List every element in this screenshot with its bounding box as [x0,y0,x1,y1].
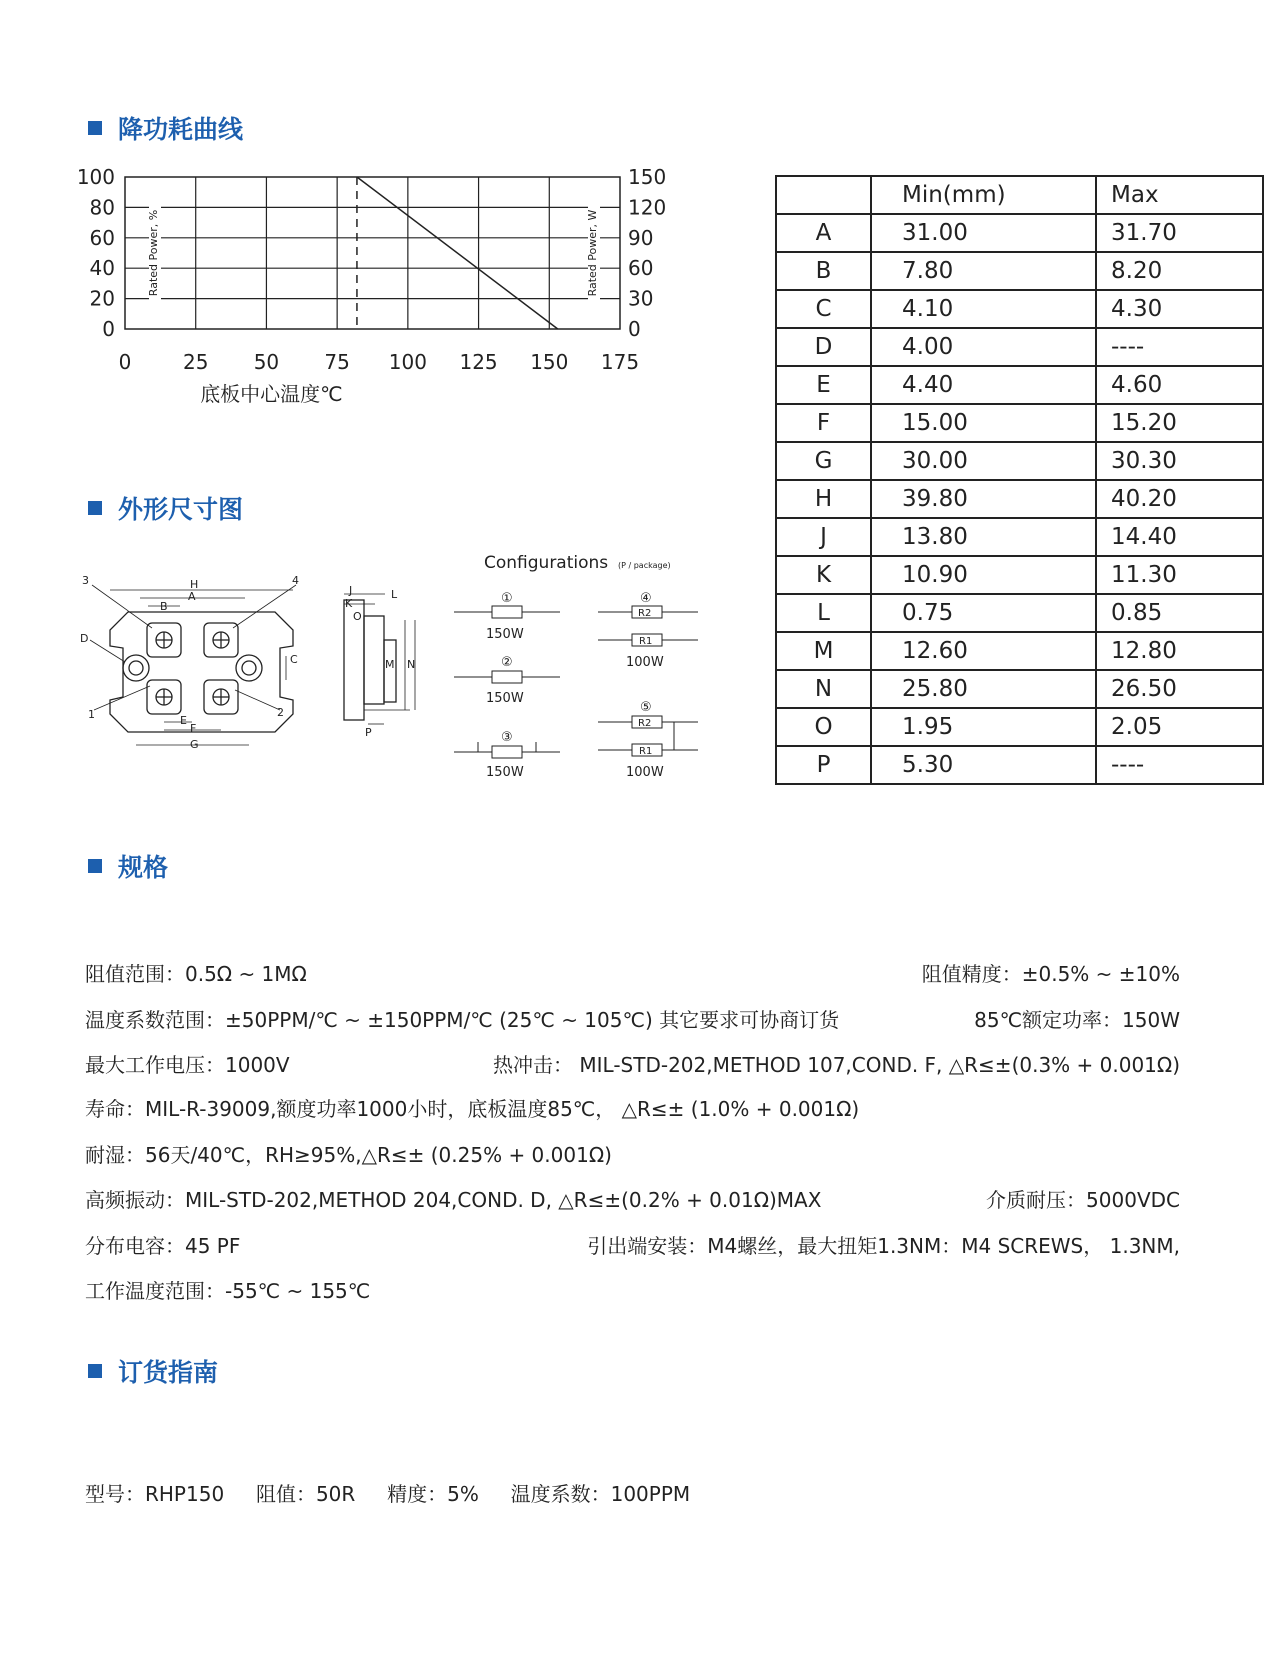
square-bullet-icon [88,859,102,873]
table-cell: 0.75 [871,594,1096,632]
table-row [776,214,1263,252]
spec-dielectric: 介质耐压：5000VDC [986,1188,1180,1212]
table-cell: 4.10 [871,290,1096,328]
outline-top-view [80,574,320,790]
config-3-num: ③ [501,730,513,745]
section-title: 规格 [118,853,169,882]
table-cell: 31.70 [1096,214,1263,252]
config-5-power: 100W [626,765,664,780]
x-tick-label: 150 [530,350,569,374]
table-cell: 26.50 [1096,670,1263,708]
dim-label-E: E [180,714,187,727]
table-header-cell [776,176,871,214]
table-cell: 25.80 [871,670,1096,708]
table-cell: P [776,746,871,784]
spec-humidity: 耐湿：56天/40℃，RH≥95%,△R≤± (0.25% + 0.001Ω) [85,1143,612,1167]
spec-op-temp: 工作温度范围：-55℃ ~ 155℃ [85,1279,371,1303]
table-cell: 40.20 [1096,480,1263,518]
x-tick-label: 50 [253,350,280,374]
table-cell: B [776,252,871,290]
table-cell: 7.80 [871,252,1096,290]
table-row [776,290,1263,328]
y-left-axis-label: Rated Power, % [147,209,160,297]
square-bullet-icon [88,1364,102,1378]
spec-thermal-shock: 热冲击： MIL-STD-202,METHOD 107,COND. F, △R≤±(0.3% + 0.001Ω) [493,1053,1180,1077]
table-row [776,366,1263,404]
table-cell: 12.80 [1096,632,1263,670]
spec-life: 寿命：MIL-R-39009,额度功率1000小时，底板温度85℃， △R≤± (1.0% + 0.001Ω) [85,1097,860,1121]
section-ordering-heading [88,1353,218,1389]
config-3-power: 150W [486,765,524,780]
y-right-tick-label: 30 [628,286,654,311]
spec-tcr: 温度系数范围：±50PPM/℃ ~ ±150PPM/℃ (25℃ ~ 105℃) 其它要求可协商订货 [85,1008,840,1032]
table-cell: 15.20 [1096,404,1263,442]
table-cell: 4.60 [1096,366,1263,404]
table-cell: J [776,518,871,556]
spec-resistance-range: 阻值范围：0.5Ω ~ 1MΩ [85,962,307,986]
dimensions-table [775,175,1264,785]
dim-label-C: C [290,653,298,666]
spec-terminal: 引出端安装：M4螺丝，最大扭矩1.3NM：M4 SCREWS， 1.3NM, [587,1234,1180,1258]
spec-vibration: 高频振动：MIL-STD-202,METHOD 204,COND. D, △R≤±(0.2% + 0.01Ω)MAX [85,1188,822,1212]
dim-label-N: N [407,658,416,671]
y-left-tick-label: 40 [89,256,115,281]
square-bullet-icon [88,501,102,515]
table-cell: D [776,328,871,366]
table-cell: 15.00 [871,404,1096,442]
table-row [776,442,1263,480]
dim-label-L: L [391,588,398,601]
table-cell: 10.90 [871,556,1096,594]
table-cell: 4.30 [1096,290,1263,328]
y-right-tick-label: 0 [628,317,641,341]
table-row [776,404,1263,442]
dim-label-A: A [188,590,196,603]
table-cell: K [776,556,871,594]
square-bullet-icon [88,121,102,135]
table-row [776,518,1263,556]
table-cell: 11.30 [1096,556,1263,594]
config-2-num: ② [501,655,513,670]
x-tick-label: 75 [324,350,350,374]
section-outline-heading [88,490,243,526]
dim-label-K: K [345,597,353,610]
table-cell: 30.00 [871,442,1096,480]
table-header-cell: Min(mm) [871,176,1096,214]
pin-label-1: 1 [88,708,95,721]
y-left-tick-label: 20 [89,286,115,311]
section-derating-heading [88,110,243,146]
config-4-r1: R1 [639,636,653,647]
config-title: Configurations [484,553,609,573]
table-row [776,594,1263,632]
table-cell: A [776,214,871,252]
table-cell: F [776,404,871,442]
x-tick-label: 0 [118,350,132,374]
spec-tolerance: 阻值精度：±0.5% ~ ±10% [921,962,1180,986]
table-row [776,556,1263,594]
table-cell: 4.40 [871,366,1096,404]
spec-rated-power: 85℃额定功率：150W [974,1008,1180,1032]
derating-series-line [357,177,558,329]
config-1-power: 150W [486,627,524,642]
table-cell: 39.80 [871,480,1096,518]
table-cell: M [776,632,871,670]
config-5-r2: R2 [638,718,652,729]
spec-capacitance: 分布电容：45 PF [85,1234,241,1258]
x-tick-label: 175 [600,350,640,374]
table-cell: 13.80 [871,518,1096,556]
y-left-tick-label: 0 [102,317,115,341]
table-row [776,708,1263,746]
config-5-num: ⑤ [640,700,652,715]
table-cell: L [776,594,871,632]
config-4-num: ④ [640,591,652,606]
table-cell: E [776,366,871,404]
table-cell: G [776,442,871,480]
config-subtitle: (P / package) [618,561,671,570]
section-specs-heading [88,848,168,884]
dim-label-J: J [349,584,353,597]
y-right-tick-label: 90 [628,225,654,250]
table-cell: 1.95 [871,708,1096,746]
y-right-tick-label: 60 [628,256,654,281]
config-4-r2: R2 [638,608,652,619]
y-right-tick-label: 120 [628,195,667,220]
dim-label-F: F [190,722,197,735]
table-cell: 30.30 [1096,442,1263,480]
table-cell: 0.85 [1096,594,1263,632]
table-header-cell: Max [1096,176,1263,214]
y-right-tick-label: 150 [628,165,667,189]
y-left-tick-label: 80 [89,195,115,220]
config-4-power: 100W [626,655,664,670]
x-axis-label: 底板中心温度℃ [200,382,343,406]
outline-side-view [335,584,435,750]
x-tick-label: 125 [459,350,498,374]
table-row [776,480,1263,518]
table-cell: N [776,670,871,708]
config-5-r1: R1 [639,746,653,757]
table-cell: 12.60 [871,632,1096,670]
dim-label-M: M [385,658,395,671]
table-row [776,252,1263,290]
table-row [776,746,1263,784]
y-right-axis-label: Rated Power, W [586,209,599,297]
dim-label-O: O [353,610,362,623]
table-cell: 14.40 [1096,518,1263,556]
table-cell: 2.05 [1096,708,1263,746]
table-cell: ---- [1096,328,1263,366]
spec-max-voltage: 最大工作电压：1000V [85,1053,290,1077]
dim-label-D: D [80,632,89,645]
dim-label-G: G [190,738,199,751]
y-left-tick-label: 100 [76,165,115,189]
section-title: 降功耗曲线 [118,115,244,144]
table-cell: 4.00 [871,328,1096,366]
dim-label-P: P [365,726,372,739]
table-cell: 8.20 [1096,252,1263,290]
pin-label-4: 4 [292,574,299,587]
derating-chart [76,165,700,425]
table-cell: O [776,708,871,746]
table-cell: ---- [1096,746,1263,784]
pin-label-2: 2 [277,706,284,719]
table-header-row [776,176,1263,214]
ordering-example: 型号：RHP150 阻值：50R 精度：5% 温度系数：100PPM [85,1482,691,1506]
x-tick-label: 100 [388,350,427,374]
table-cell: 31.00 [871,214,1096,252]
table-row [776,328,1263,366]
table-cell: 5.30 [871,746,1096,784]
dim-label-H: H [190,578,199,591]
config-1-num: ① [501,591,513,606]
table-cell: H [776,480,871,518]
table-cell: C [776,290,871,328]
dim-label-B: B [160,600,168,613]
configurations-diagram [440,553,720,796]
x-tick-label: 25 [182,350,209,374]
table-row [776,670,1263,708]
chart-frame [125,177,620,329]
section-title: 订货指南 [118,1358,219,1387]
y-left-tick-label: 60 [89,225,115,250]
config-2-power: 150W [486,691,524,706]
section-title: 外形尺寸图 [118,495,244,524]
table-row [776,632,1263,670]
pin-label-3: 3 [82,574,89,587]
